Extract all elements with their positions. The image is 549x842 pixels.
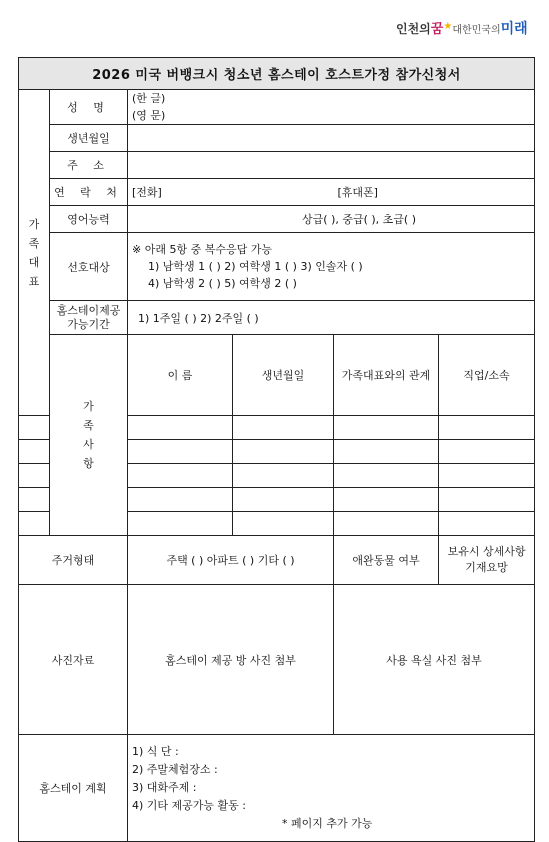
period-options[interactable]: 1) 1주일 ( ) 2) 2주일 ( ) (128, 301, 535, 335)
member-occupation-cell[interactable] (334, 416, 439, 440)
family-members-section-label: 가 족 사 항 (50, 335, 128, 536)
phone-field[interactable] (128, 179, 334, 206)
logo-text-korea: 대한민국의 (452, 25, 501, 36)
name-field[interactable] (128, 90, 535, 125)
member-birth-cell[interactable] (128, 464, 233, 488)
member-occupation-cell[interactable] (334, 440, 439, 464)
contact-label: 연 락 처 (50, 179, 128, 206)
member-relation-cell[interactable] (233, 488, 334, 512)
member-occupation-cell[interactable] (334, 488, 439, 512)
preference-note: ※ 아래 5항 중 복수응답 가능 (132, 243, 272, 256)
bathroom-photo-area[interactable]: 사용 욕실 사진 첨부 (334, 585, 535, 735)
member-birth-cell[interactable] (128, 488, 233, 512)
form-title: 2026 미국 버뱅크시 청소년 홈스테이 호스트가정 참가신청서 (19, 58, 535, 90)
member-language-cell[interactable] (439, 464, 535, 488)
plan-note: * 페이지 추가 가능 (282, 817, 373, 830)
birth-field[interactable] (128, 125, 535, 152)
address-label: 주 소 (50, 152, 128, 179)
member-name-cell[interactable] (19, 488, 50, 512)
mobile-label: [휴대폰] (337, 186, 378, 199)
preference-options-row1[interactable]: 1) 남학생 1 ( ) 2) 여학생 1 ( ) 3) 인솔자 ( ) (148, 260, 363, 273)
english-label: 영어능력 (50, 206, 128, 233)
member-language-cell[interactable] (439, 416, 535, 440)
member-name-cell[interactable] (19, 464, 50, 488)
member-name-cell[interactable] (19, 440, 50, 464)
member-name-cell[interactable] (19, 416, 50, 440)
preference-field[interactable] (128, 233, 535, 301)
member-occupation-cell[interactable] (334, 464, 439, 488)
english-level-options[interactable]: 상급( ), 중급( ), 초급( ) (128, 206, 535, 233)
period-label: 홈스테이제공가능기간 (50, 301, 128, 335)
logo-text-future: 미래 (500, 21, 528, 37)
member-birth-cell[interactable] (128, 512, 233, 536)
header-relation: 가족대표와의 관계 (334, 335, 439, 416)
logo-text-dream: 꿈 (430, 22, 444, 37)
member-birth-cell[interactable] (128, 416, 233, 440)
member-birth-cell[interactable] (128, 440, 233, 464)
pet-label: 애완동물 여부 (334, 536, 439, 585)
mobile-field[interactable] (334, 179, 535, 206)
preference-label: 선호대상 (50, 233, 128, 301)
logo (396, 17, 532, 41)
birth-label: 생년월일 (50, 125, 128, 152)
application-form (18, 57, 535, 842)
plan-field[interactable] (128, 735, 535, 842)
family-rep-section-label: 가 족 대 표 (19, 90, 50, 416)
plan-item-topics: 3) 대화주제 : (132, 781, 197, 794)
name-korean-label: (한 글) (132, 92, 166, 105)
plan-item-activities: 4) 기타 제공가능 활동 : (132, 799, 246, 812)
member-relation-cell[interactable] (233, 464, 334, 488)
name-label: 성 명 (50, 90, 128, 125)
plan-label: 홈스테이 계획 (19, 735, 128, 842)
preference-options-row2[interactable]: 4) 남학생 2 ( ) 5) 여학생 2 ( ) (148, 277, 297, 290)
address-field[interactable] (128, 152, 535, 179)
member-relation-cell[interactable] (233, 512, 334, 536)
member-occupation-cell[interactable] (334, 512, 439, 536)
room-photo-area[interactable]: 홈스테이 제공 방 사진 첨부 (128, 585, 334, 735)
header-birth: 생년월일 (233, 335, 334, 416)
photos-label: 사진자료 (19, 585, 128, 735)
plan-item-meals: 1) 식 단 : (132, 745, 179, 758)
logo-text-incheon: 인천의 (396, 22, 431, 36)
phone-label: [전화] (132, 186, 162, 199)
member-relation-cell[interactable] (233, 440, 334, 464)
plan-item-weekend: 2) 주말체험장소 : (132, 763, 218, 776)
member-name-cell[interactable] (19, 512, 50, 536)
housing-options[interactable]: 주택 ( ) 아파트 ( ) 기타 ( ) (128, 536, 334, 585)
header-name: 이 름 (128, 335, 233, 416)
pet-note: 보유시 상세사항 기재요망 (439, 536, 535, 585)
member-language-cell[interactable] (439, 488, 535, 512)
header-occupation: 직업/소속 (439, 335, 535, 416)
member-language-cell[interactable] (439, 512, 535, 536)
name-english-label: (영 문) (132, 109, 166, 122)
housing-label: 주거형태 (19, 536, 128, 585)
member-language-cell[interactable] (439, 440, 535, 464)
member-relation-cell[interactable] (233, 416, 334, 440)
star-icon: ★ (443, 21, 453, 32)
